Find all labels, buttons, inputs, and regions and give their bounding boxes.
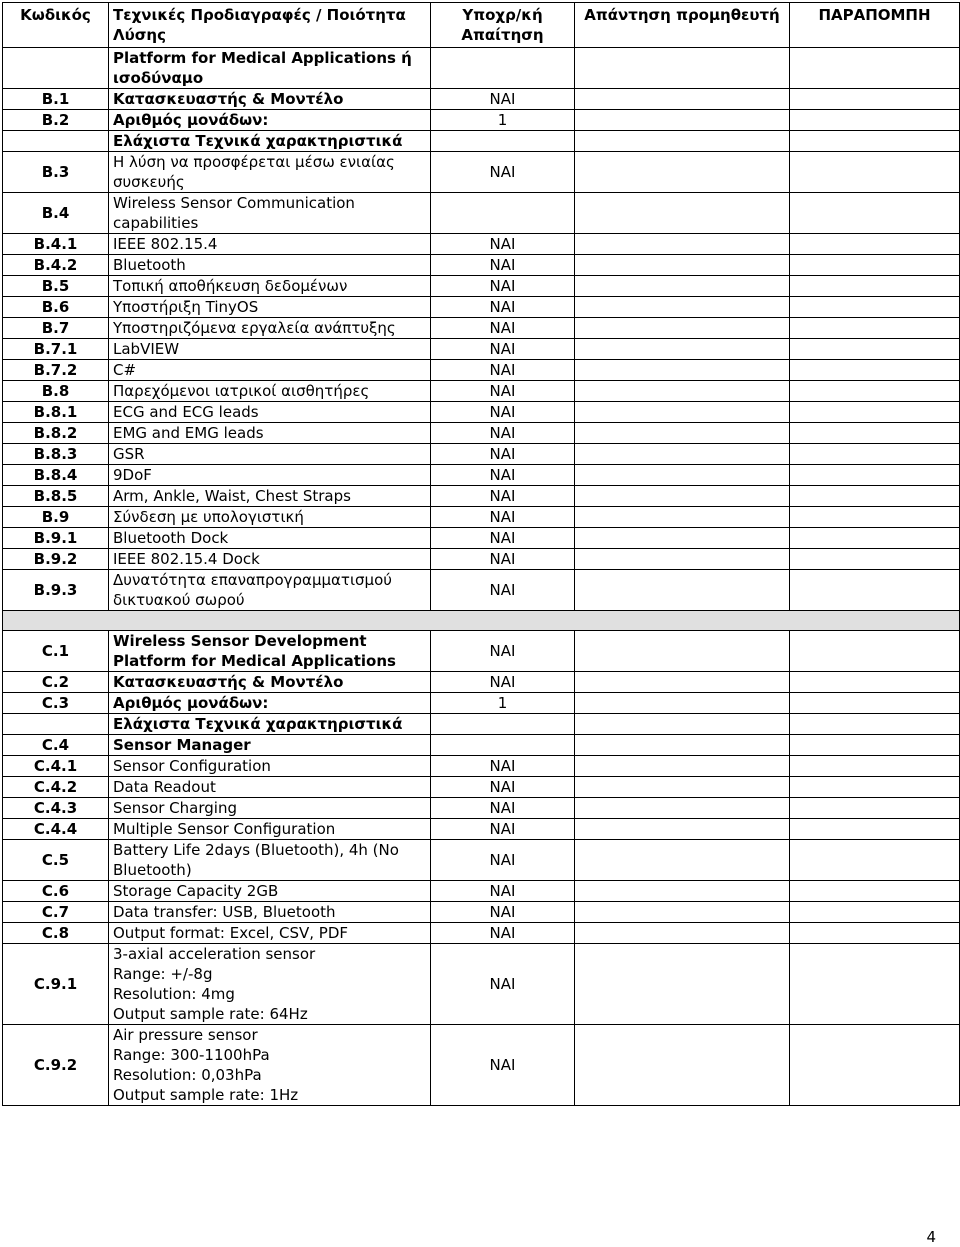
table-row	[3, 318, 960, 339]
row-reference	[790, 507, 960, 528]
row-answer	[575, 381, 790, 402]
row-requirement: ΝΑΙ	[431, 465, 575, 486]
row-requirement: ΝΑΙ	[431, 672, 575, 693]
row-reference	[790, 465, 960, 486]
row-reference	[790, 528, 960, 549]
row-requirement: ΝΑΙ	[431, 381, 575, 402]
row-reference	[790, 131, 960, 152]
row-code: C.7	[3, 902, 109, 923]
table-row	[3, 549, 960, 570]
row-requirement: ΝΑΙ	[431, 297, 575, 318]
row-reference	[790, 486, 960, 507]
row-answer	[575, 465, 790, 486]
row-reference	[790, 423, 960, 444]
row-requirement: ΝΑΙ	[431, 631, 575, 672]
table-row	[3, 465, 960, 486]
row-code: B.2	[3, 110, 109, 131]
row-reference	[790, 672, 960, 693]
row-reference	[790, 756, 960, 777]
row-reference	[790, 881, 960, 902]
row-spec: Battery Life 2days (Bluetooth), 4h (No Bluetooth)	[109, 840, 431, 881]
table-row	[3, 152, 960, 193]
row-code: C.9.1	[3, 944, 109, 1025]
row-spec: Δυνατότητα επαναπρογραμματισμού δικτυακού σωρού	[109, 570, 431, 611]
row-answer	[575, 234, 790, 255]
row-reference	[790, 234, 960, 255]
row-spec: Bluetooth	[109, 255, 431, 276]
table-row	[3, 944, 960, 1025]
row-requirement: ΝΑΙ	[431, 255, 575, 276]
row-spec: Sensor Configuration	[109, 756, 431, 777]
row-answer	[575, 693, 790, 714]
row-reference	[790, 89, 960, 110]
row-spec: Bluetooth Dock	[109, 528, 431, 549]
row-requirement: ΝΑΙ	[431, 756, 575, 777]
row-answer	[575, 48, 790, 89]
row-requirement: 1	[431, 693, 575, 714]
table-row	[3, 234, 960, 255]
row-requirement: ΝΑΙ	[431, 944, 575, 1025]
table-row	[3, 693, 960, 714]
row-reference	[790, 297, 960, 318]
table-row	[3, 1025, 960, 1106]
row-code: B.9.1	[3, 528, 109, 549]
header-code: Κωδικός	[3, 3, 109, 48]
row-reference	[790, 1025, 960, 1106]
row-spec: Κατασκευαστής & Μοντέλο	[109, 672, 431, 693]
row-answer	[575, 798, 790, 819]
row-reference	[790, 777, 960, 798]
table-row	[3, 735, 960, 756]
row-code: B.8	[3, 381, 109, 402]
row-answer	[575, 735, 790, 756]
row-code: B.3	[3, 152, 109, 193]
row-spec: ECG and ECG leads	[109, 402, 431, 423]
table-row	[3, 402, 960, 423]
row-answer	[575, 193, 790, 234]
row-reference	[790, 549, 960, 570]
row-code: B.8.1	[3, 402, 109, 423]
row-requirement: ΝΑΙ	[431, 318, 575, 339]
row-code: B.7	[3, 318, 109, 339]
row-requirement: ΝΑΙ	[431, 798, 575, 819]
table-row	[3, 528, 960, 549]
row-answer	[575, 923, 790, 944]
spec-table	[2, 2, 960, 1106]
row-code	[3, 131, 109, 152]
row-requirement: ΝΑΙ	[431, 486, 575, 507]
row-requirement: ΝΑΙ	[431, 444, 575, 465]
row-spec: GSR	[109, 444, 431, 465]
table-row	[3, 570, 960, 611]
row-reference	[790, 840, 960, 881]
row-spec: Output format: Excel, CSV, PDF	[109, 923, 431, 944]
row-answer	[575, 339, 790, 360]
row-spec: Ελάχιστα Τεχνικά χαρακτηριστικά	[109, 714, 431, 735]
row-reference	[790, 402, 960, 423]
row-spec: IEEE 802.15.4 Dock	[109, 549, 431, 570]
row-reference	[790, 819, 960, 840]
table-body	[3, 48, 960, 1106]
row-code: C.2	[3, 672, 109, 693]
row-spec: Σύνδεση με υπολογιστική	[109, 507, 431, 528]
row-reference	[790, 318, 960, 339]
row-reference	[790, 735, 960, 756]
row-answer	[575, 402, 790, 423]
row-code: B.8.3	[3, 444, 109, 465]
row-answer	[575, 1025, 790, 1106]
row-requirement: 1	[431, 110, 575, 131]
row-requirement: ΝΑΙ	[431, 840, 575, 881]
table-row	[3, 381, 960, 402]
row-answer	[575, 318, 790, 339]
row-code: B.1	[3, 89, 109, 110]
page-number: 4	[926, 1228, 936, 1246]
table-row	[3, 110, 960, 131]
row-spec: Air pressure sensor Range: 300-1100hPa Resolution: 0,03hPa Output sample rate: 1Hz	[109, 1025, 431, 1106]
row-spec: Sensor Manager	[109, 735, 431, 756]
row-code: C.6	[3, 881, 109, 902]
row-reference	[790, 944, 960, 1025]
row-answer	[575, 528, 790, 549]
row-code: C.8	[3, 923, 109, 944]
row-code: B.4.1	[3, 234, 109, 255]
row-answer	[575, 944, 790, 1025]
row-requirement	[431, 714, 575, 735]
row-answer	[575, 507, 790, 528]
header-req: Υποχρ/κή Απαίτηση	[431, 3, 575, 48]
row-reference	[790, 110, 960, 131]
row-answer	[575, 486, 790, 507]
row-requirement: ΝΑΙ	[431, 507, 575, 528]
row-answer	[575, 756, 790, 777]
row-answer	[575, 255, 790, 276]
row-answer	[575, 672, 790, 693]
header-spec: Τεχνικές Προδιαγραφές / Ποιότητα Λύσης	[109, 3, 431, 48]
row-code: C.1	[3, 631, 109, 672]
row-reference	[790, 152, 960, 193]
table-row	[3, 131, 960, 152]
row-code: B.8.2	[3, 423, 109, 444]
table-row	[3, 923, 960, 944]
table-row	[3, 486, 960, 507]
row-answer	[575, 840, 790, 881]
row-spec: 9DoF	[109, 465, 431, 486]
row-spec: Αριθμός μονάδων:	[109, 110, 431, 131]
row-requirement: ΝΑΙ	[431, 549, 575, 570]
table-row	[3, 423, 960, 444]
row-code	[3, 48, 109, 89]
row-spec: Τοπική αποθήκευση δεδομένων	[109, 276, 431, 297]
table-row	[3, 48, 960, 89]
table-row	[3, 881, 960, 902]
row-requirement: ΝΑΙ	[431, 902, 575, 923]
row-reference	[790, 381, 960, 402]
row-code: B.9.3	[3, 570, 109, 611]
row-requirement: ΝΑΙ	[431, 339, 575, 360]
table-row	[3, 89, 960, 110]
row-reference	[790, 360, 960, 381]
row-answer	[575, 631, 790, 672]
row-answer	[575, 131, 790, 152]
row-reference	[790, 444, 960, 465]
row-spec: 3-axial acceleration sensor Range: +/-8g Resolution: 4mg Output sample rate: 64Hz	[109, 944, 431, 1025]
row-reference	[790, 923, 960, 944]
row-reference	[790, 255, 960, 276]
row-spec: Κατασκευαστής & Μοντέλο	[109, 89, 431, 110]
row-spec: Η λύση να προσφέρεται μέσω ενιαίας συσκευής	[109, 152, 431, 193]
row-requirement: ΝΑΙ	[431, 923, 575, 944]
row-reference	[790, 276, 960, 297]
row-code: C.5	[3, 840, 109, 881]
table-row	[3, 507, 960, 528]
row-requirement: ΝΑΙ	[431, 152, 575, 193]
row-requirement	[431, 735, 575, 756]
row-code: B.9.2	[3, 549, 109, 570]
header-row	[3, 3, 960, 48]
row-spec: Υποστηριζόμενα εργαλεία ανάπτυξης	[109, 318, 431, 339]
row-answer	[575, 819, 790, 840]
row-reference	[790, 714, 960, 735]
row-answer	[575, 89, 790, 110]
row-spec: LabVIEW	[109, 339, 431, 360]
row-spec: Platform for Medical Applications ή ισοδύναμο	[109, 48, 431, 89]
row-code: B.9	[3, 507, 109, 528]
header-ref: ΠΑΡΑΠΟΜΠΗ	[790, 3, 960, 48]
row-spec: Data Readout	[109, 777, 431, 798]
row-answer	[575, 444, 790, 465]
row-answer	[575, 276, 790, 297]
row-requirement: ΝΑΙ	[431, 276, 575, 297]
table-row	[3, 444, 960, 465]
table-row	[3, 255, 960, 276]
row-answer	[575, 423, 790, 444]
row-reference	[790, 339, 960, 360]
row-requirement: ΝΑΙ	[431, 402, 575, 423]
row-code: C.4.3	[3, 798, 109, 819]
row-reference	[790, 48, 960, 89]
row-code: B.4.2	[3, 255, 109, 276]
table-row	[3, 339, 960, 360]
row-code: B.5	[3, 276, 109, 297]
row-spec: Αριθμός μονάδων:	[109, 693, 431, 714]
row-reference	[790, 902, 960, 923]
table-row	[3, 798, 960, 819]
row-code: B.4	[3, 193, 109, 234]
row-code: B.6	[3, 297, 109, 318]
row-spec: Sensor Charging	[109, 798, 431, 819]
row-code: C.3	[3, 693, 109, 714]
row-requirement: ΝΑΙ	[431, 881, 575, 902]
row-answer	[575, 777, 790, 798]
header-answer: Απάντηση προμηθευτή	[575, 3, 790, 48]
row-requirement: ΝΑΙ	[431, 570, 575, 611]
row-spec: C#	[109, 360, 431, 381]
table-row	[3, 777, 960, 798]
row-code: B.7.2	[3, 360, 109, 381]
row-requirement: ΝΑΙ	[431, 234, 575, 255]
row-spec: Wireless Sensor Development Platform for Medical Applications	[109, 631, 431, 672]
row-code: B.8.5	[3, 486, 109, 507]
table-row	[3, 840, 960, 881]
row-reference	[790, 193, 960, 234]
table-row	[3, 819, 960, 840]
row-answer	[575, 152, 790, 193]
row-reference	[790, 631, 960, 672]
row-requirement: ΝΑΙ	[431, 1025, 575, 1106]
table-row	[3, 360, 960, 381]
row-spec: Υποστήριξη TinyOS	[109, 297, 431, 318]
row-spec: IEEE 802.15.4	[109, 234, 431, 255]
row-code: B.7.1	[3, 339, 109, 360]
row-answer	[575, 881, 790, 902]
table-row	[3, 672, 960, 693]
table-row	[3, 631, 960, 672]
row-code: C.9.2	[3, 1025, 109, 1106]
row-reference	[790, 798, 960, 819]
row-requirement: ΝΑΙ	[431, 777, 575, 798]
row-reference	[790, 693, 960, 714]
row-reference	[790, 570, 960, 611]
row-requirement: ΝΑΙ	[431, 423, 575, 444]
row-code: C.4.1	[3, 756, 109, 777]
section-separator	[3, 611, 960, 631]
row-answer	[575, 297, 790, 318]
row-spec: Arm, Ankle, Waist, Chest Straps	[109, 486, 431, 507]
row-spec: Wireless Sensor Communication capabilities	[109, 193, 431, 234]
table-row	[3, 714, 960, 735]
table-row	[3, 297, 960, 318]
table-row	[3, 756, 960, 777]
row-requirement	[431, 193, 575, 234]
row-spec: Multiple Sensor Configuration	[109, 819, 431, 840]
row-answer	[575, 110, 790, 131]
row-requirement: ΝΑΙ	[431, 819, 575, 840]
row-spec: Ελάχιστα Τεχνικά χαρακτηριστικά	[109, 131, 431, 152]
row-answer	[575, 360, 790, 381]
row-requirement	[431, 131, 575, 152]
row-requirement	[431, 48, 575, 89]
row-answer	[575, 570, 790, 611]
row-code: C.4.4	[3, 819, 109, 840]
row-requirement: ΝΑΙ	[431, 528, 575, 549]
row-answer	[575, 549, 790, 570]
row-code: C.4.2	[3, 777, 109, 798]
row-spec: EMG and EMG leads	[109, 423, 431, 444]
row-requirement: ΝΑΙ	[431, 89, 575, 110]
row-requirement: ΝΑΙ	[431, 360, 575, 381]
row-answer	[575, 902, 790, 923]
row-spec: Storage Capacity 2GB	[109, 881, 431, 902]
row-answer	[575, 714, 790, 735]
row-spec: Παρεχόμενοι ιατρικοί αισθητήρες	[109, 381, 431, 402]
table-row	[3, 276, 960, 297]
table-row	[3, 193, 960, 234]
table-row	[3, 902, 960, 923]
row-code: C.4	[3, 735, 109, 756]
row-spec: Data transfer: USB, Bluetooth	[109, 902, 431, 923]
separator-cell	[3, 611, 960, 631]
row-code	[3, 714, 109, 735]
row-code: B.8.4	[3, 465, 109, 486]
